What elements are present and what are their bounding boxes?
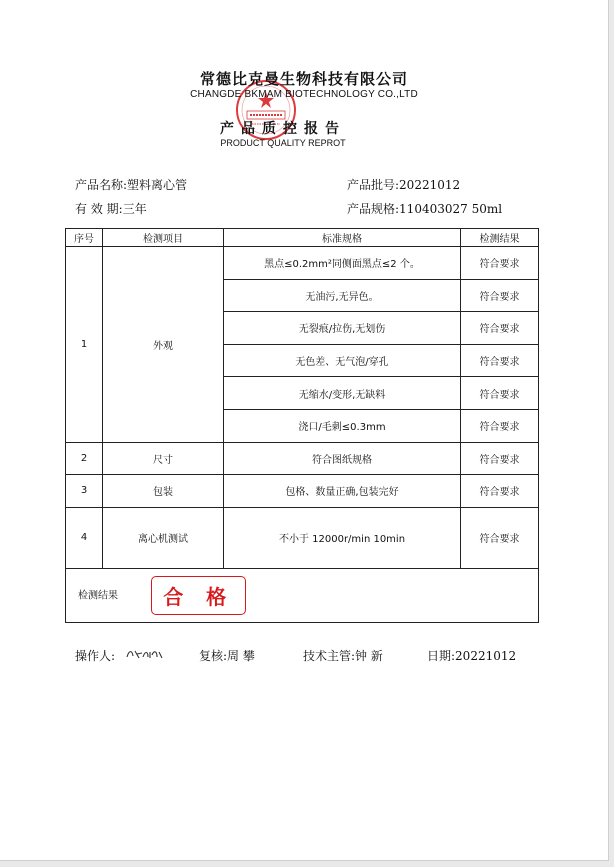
company-name-cn: 常德比克曼生物科技有限公司: [199, 70, 408, 88]
row-no: 3: [66, 475, 103, 508]
row-no: 4: [66, 507, 103, 568]
company-name-en: CHANGDE BKMAM BIOTECHNOLOGY CO.,LTD: [190, 89, 418, 100]
conclusion-cell: [66, 568, 539, 622]
row-standard: 包格、数量正确,包装完好: [224, 475, 461, 508]
spec-value: 110403027 50ml: [399, 202, 503, 216]
row-standard: 无油污,无异色。: [224, 279, 461, 312]
operator-signature: [126, 648, 164, 660]
row-item: 外观: [103, 247, 224, 443]
date-value: 20221012: [455, 649, 517, 663]
spec-line: [347, 200, 502, 217]
batch-line: [347, 176, 460, 193]
row-result: 符合要求: [461, 279, 539, 312]
date-line: [427, 647, 516, 664]
header-result: 检测结果: [461, 229, 539, 247]
row-item: 尺寸: [103, 442, 224, 475]
validity-line: [75, 200, 147, 217]
product-name-value: 塑料离心管: [127, 178, 188, 192]
row-result: 符合要求: [461, 507, 539, 568]
row-standard: 不小于 12000r/min 10min: [224, 507, 461, 568]
row-result: 符合要求: [461, 344, 539, 377]
operator-label: 操作人:: [75, 649, 116, 663]
row-item: 包装: [103, 475, 224, 508]
header-standard: 标准规格: [224, 229, 461, 247]
spec-label: 产品规格:: [347, 202, 400, 216]
header-no: 序号: [66, 229, 103, 247]
row-standard: 无裂痕/拉伤,无划伤: [224, 312, 461, 345]
row-result: 符合要求: [461, 409, 539, 442]
product-name-label: 产品名称:: [75, 178, 128, 192]
conclusion-label: 检测结果: [78, 590, 118, 602]
table-row: [66, 247, 539, 280]
row-result: 符合要求: [461, 442, 539, 475]
report-title-cn: 产品质控报告: [220, 121, 346, 137]
quality-table: [65, 228, 539, 623]
row-standard: 无色差、无气泡/穿孔: [224, 344, 461, 377]
date-label: 日期:: [427, 649, 456, 663]
row-standard: 符合图纸规格: [224, 442, 461, 475]
validity-value: 三年: [122, 202, 147, 216]
row-no: 1: [66, 247, 103, 443]
row-no: 2: [66, 442, 103, 475]
header-item: 检测项目: [103, 229, 224, 247]
reviewer-line: [199, 647, 255, 664]
row-standard: 黑点≤0.2mm²同侧面黑点≤2 个。: [224, 247, 461, 280]
batch-value: 20221012: [399, 178, 461, 192]
table-row: [66, 475, 539, 508]
row-result: 符合要求: [461, 312, 539, 345]
table-header-row: [66, 229, 539, 247]
batch-label: 产品批号:: [347, 178, 400, 192]
validity-label: 有 效 期:: [75, 202, 123, 216]
row-result: 符合要求: [461, 247, 539, 280]
row-standard: 无缩水/变形,无缺料: [224, 377, 461, 410]
row-standard: 浇口/毛刺≤0.3mm: [224, 409, 461, 442]
reviewer-value: 周 攀: [227, 649, 255, 663]
product-name-line: [75, 176, 187, 193]
conclusion-row: [66, 568, 539, 622]
row-result: 符合要求: [461, 475, 539, 508]
report-title-en: PRODUCT QUALITY REPROT: [220, 138, 346, 148]
row-result: 符合要求: [461, 377, 539, 410]
table-row: [66, 442, 539, 475]
pass-stamp: 合 格: [151, 576, 246, 615]
supervisor-value: 钟 新: [355, 649, 383, 663]
reviewer-label: 复核:: [199, 649, 228, 663]
table-row: [66, 507, 539, 568]
row-item: 离心机测试: [103, 507, 224, 568]
supervisor-label: 技术主管:: [303, 649, 356, 663]
supervisor-line: [303, 647, 383, 664]
